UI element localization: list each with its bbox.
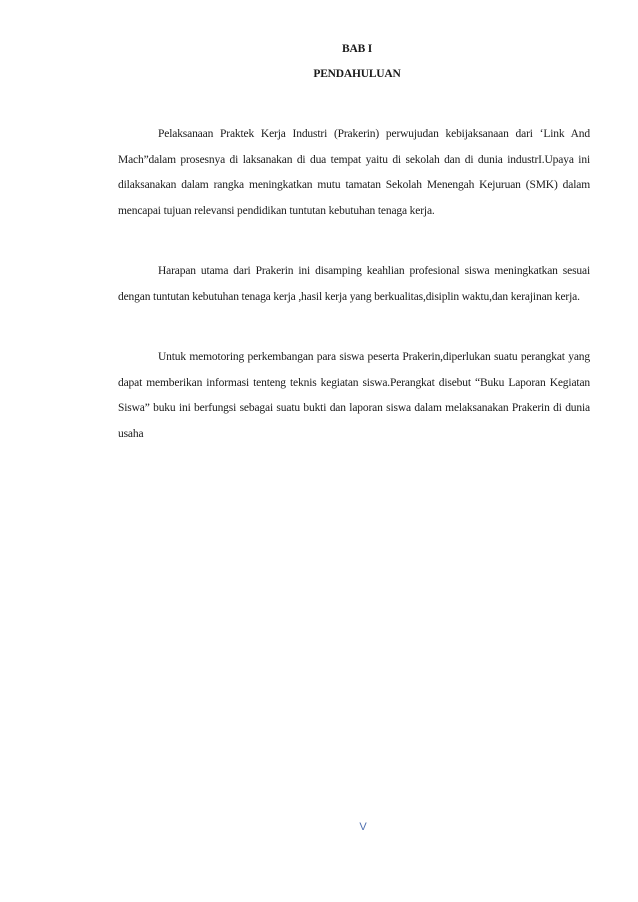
page-number: V	[359, 821, 367, 833]
paragraph-2: Harapan utama dari Prakerin ini disamping keahlian profesional siswa meningkatkan sesuai dengan tuntutan kebutuhan tenaga kerja ,hasil kerja yang berkualitas,disiplin waktu,dan kerajinan kerja.	[118, 265, 590, 303]
chapter-heading: BAB I	[342, 43, 372, 55]
paragraph-1: Pelaksanaan Praktek Kerja Industri (Prakerin) perwujudan kebijaksanaan dari ‘Link And Mach”dalam prosesnya di laksanakan di dua tempat yaitu di sekolah dan di dunia industrI.Upaya ini dilaksanakan dalam rangka meningkatkan mutu tamatan Sekolah Menengah Kejuruan (SMK) dalam mencapai tujuan relevansi pendidikan tuntutan kebutuhan tenaga kerja.	[118, 128, 590, 217]
chapter-title: PENDAHULUAN	[313, 68, 401, 80]
paragraph-3: Untuk memotoring perkembangan para siswa peserta Prakerin,diperlukan suatu perangkat yang dapat memberikan informasi tenteng teknis kegiatan siswa.Perangkat disebut “Buku Laporan Kegiatan Siswa” buku ini berfungsi sebagai suatu bukti dan laporan siswa dalam melaksanakan Prakerin di dunia usaha	[118, 351, 590, 440]
page-number-footer	[0, 821, 638, 833]
